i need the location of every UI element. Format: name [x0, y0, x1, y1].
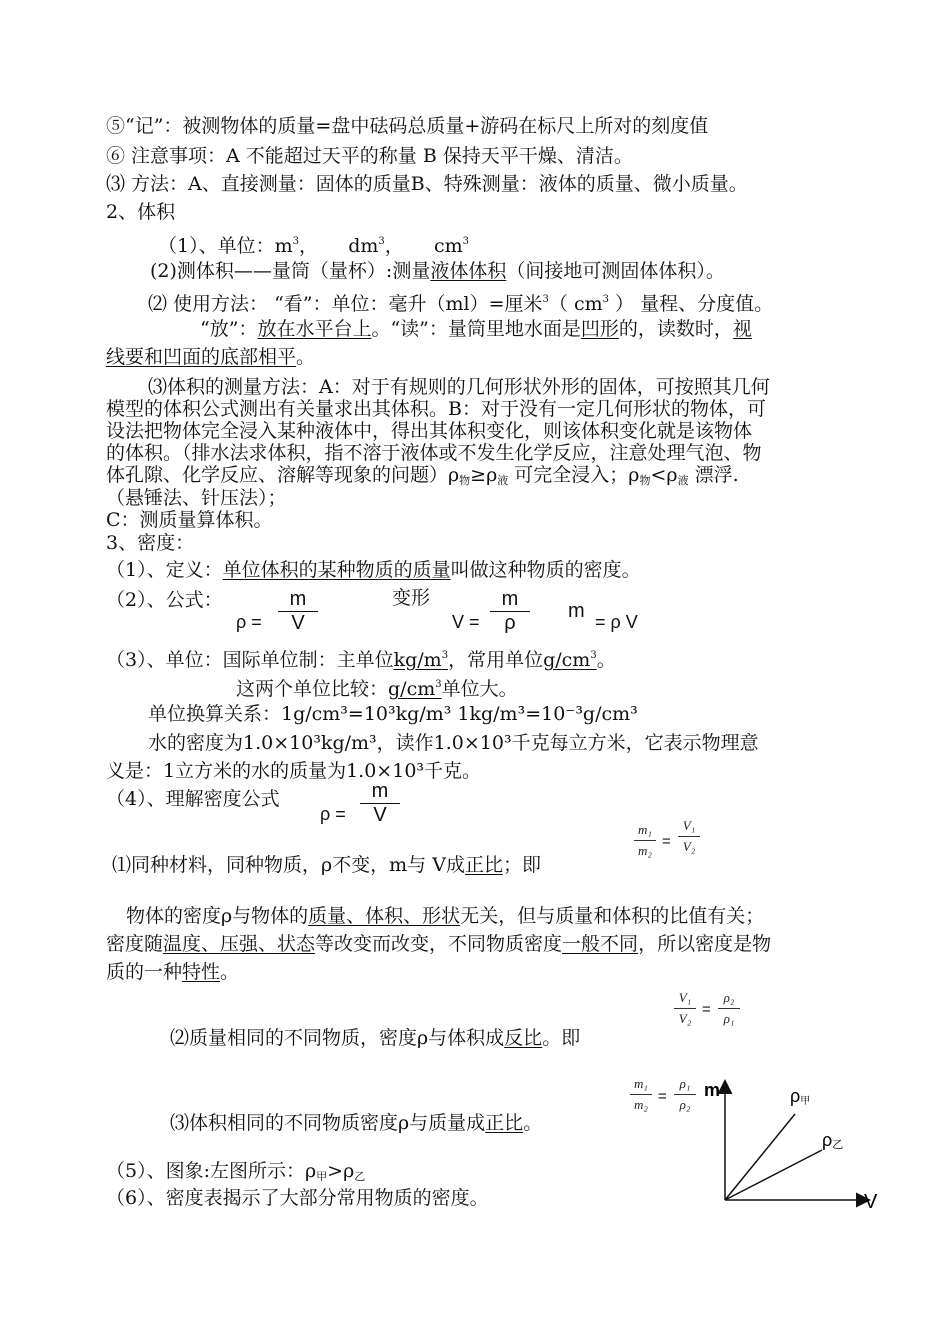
- para-line3: 质的一种特性。: [106, 961, 240, 983]
- understand-rho: ρ =: [320, 804, 346, 824]
- case2-volume-ratio: V₁ V₂: [674, 990, 696, 1027]
- density-heading: 3、密度：: [106, 532, 195, 554]
- case3-mass-ratio: m₁ m₂: [630, 1076, 652, 1113]
- case1-eq: =: [662, 833, 671, 850]
- volume-units: （1）、单位：$m^3$， $dm^3$， $cm^3$: [158, 235, 469, 257]
- measure-line1: ⑶体积的测量方法：A：对于有规则的几何形状外形的固体，可按照其几何: [148, 376, 770, 398]
- density-definition: （1）、定义：单位体积的某种物质的质量叫做这种物质的密度。: [106, 559, 641, 581]
- mass-method: ⑶ 方法：A、直接测量：固体的质量B、特殊测量：液体的质量、微小质量。: [106, 173, 748, 195]
- volume-heading: 2、体积: [106, 201, 176, 223]
- line-yi-label: ρ乙: [822, 1130, 844, 1151]
- para-line2: 密度随温度、压强、状态等改变而改变，不同物质密度一般不同，所以密度是物: [106, 933, 772, 955]
- transform-rhov: = ρ V: [595, 612, 638, 632]
- volume-usage: ⑵ 使用方法： “看”：单位：毫升（ml）=厘米$^3$（ $cm^3$ ） 量程、分度值。: [148, 293, 774, 315]
- understand-label: （4）、理解密度公式: [106, 788, 280, 810]
- line-yi: [725, 1150, 822, 1200]
- table-line: （6）、密度表揭示了大部分常用物质的密度。: [106, 1187, 489, 1209]
- mv-graph: [700, 1070, 890, 1220]
- volume-read-line2: 线要和凹面的底部相平。: [106, 346, 316, 368]
- transform-label: 变形: [392, 587, 431, 609]
- transform-m: m: [568, 600, 585, 622]
- formula-label: （2）、公式：: [106, 589, 223, 611]
- line-jia: [725, 1114, 795, 1200]
- case1-volume-ratio: V₁ V₂: [678, 818, 700, 855]
- case3-density-ratio: ρ₁ ρ₂: [674, 1076, 696, 1113]
- volume-tool: (2)测体积——量筒（量杯）:测量液体体积（间接地可测固体体积）。: [150, 260, 725, 282]
- understand-fraction: m V: [360, 780, 400, 827]
- measure-line3: 设法把物体完全浸入某种液体中，得出其体积变化，则该体积变化就是该物体: [106, 420, 753, 442]
- x-axis-label: V: [864, 1191, 878, 1213]
- density-water2: 义是：1立方米的水的质量为1.0×10³千克。: [106, 760, 482, 782]
- mass-item5: ⑤“记”：被测物体的质量=盘中砝码总质量+游码在标尺上所对的刻度值: [106, 115, 709, 137]
- case2-eq: =: [702, 1001, 711, 1018]
- formula-fraction: m V: [278, 588, 318, 635]
- measure-line5: 体孔隙、化学反应、溶解等现象的问题）$\rho_物\ge\rho_液$ 可完全浸入；$\rho_物<\rho_液$ 漂浮.: [106, 464, 739, 487]
- measure-line6: （悬锤法、针压法）；: [106, 487, 287, 509]
- case1: ⑴同种材料，同种物质，ρ不变，m与 V成正比；即: [112, 854, 541, 876]
- graph-line: （5）、图象:左图所示：$\rho_甲>\rho_乙$: [106, 1160, 366, 1183]
- measure-line4: 的体积。（排水法求体积，指不溶于液体或不发生化学反应，注意处理气泡、物: [106, 442, 762, 464]
- measure-line2: 模型的体积公式测出有关量求出其体积。B：对于没有一定几何形状的物体，可: [106, 398, 766, 420]
- transform-v: V =: [452, 612, 480, 632]
- case1-mass-ratio: m₁ m₂: [634, 822, 656, 859]
- case2: ⑵质量相同的不同物质，密度ρ与体积成反比。即: [170, 1027, 581, 1049]
- line-jia-label: ρ甲: [790, 1086, 811, 1107]
- case2-density-ratio: ρ₂ ρ₁: [718, 990, 740, 1027]
- mass-item6: ⑥ 注意事项：A 不能超过天平的称量 B 保持天平干燥、清洁。: [106, 145, 633, 167]
- case3: ⑶体积相同的不同物质密度ρ与质量成正比。: [170, 1112, 543, 1134]
- case3-eq: =: [658, 1088, 667, 1105]
- measure-line7: C：测质量算体积。: [106, 509, 273, 531]
- y-axis-label: m: [704, 1080, 721, 1100]
- density-unit: （3）、单位：国际单位制：主单位$kg/m^3$，常用单位$g/cm^3$。: [106, 649, 616, 671]
- para-line1: 物体的密度ρ与物体的质量、体积、形状无关，但与质量和体积的比值有关；: [126, 905, 765, 927]
- density-water1: 水的密度为1.0×10³kg/m³，读作1.0×10³千克每立方米，它表示物理意: [148, 732, 759, 754]
- volume-place-read: “放”：放在水平台上。“读”：量筒里地水面是凹形的，读数时，视: [200, 318, 752, 340]
- density-convert: 单位换算关系：1g/cm³=10³kg/m³ 1kg/m³=10⁻³g/cm³: [148, 703, 638, 725]
- density-compare: 这两个单位比较：$g/cm^3$单位大。: [236, 678, 518, 700]
- formula-rho: ρ =: [236, 612, 262, 632]
- transform-fraction: m ρ: [490, 588, 530, 635]
